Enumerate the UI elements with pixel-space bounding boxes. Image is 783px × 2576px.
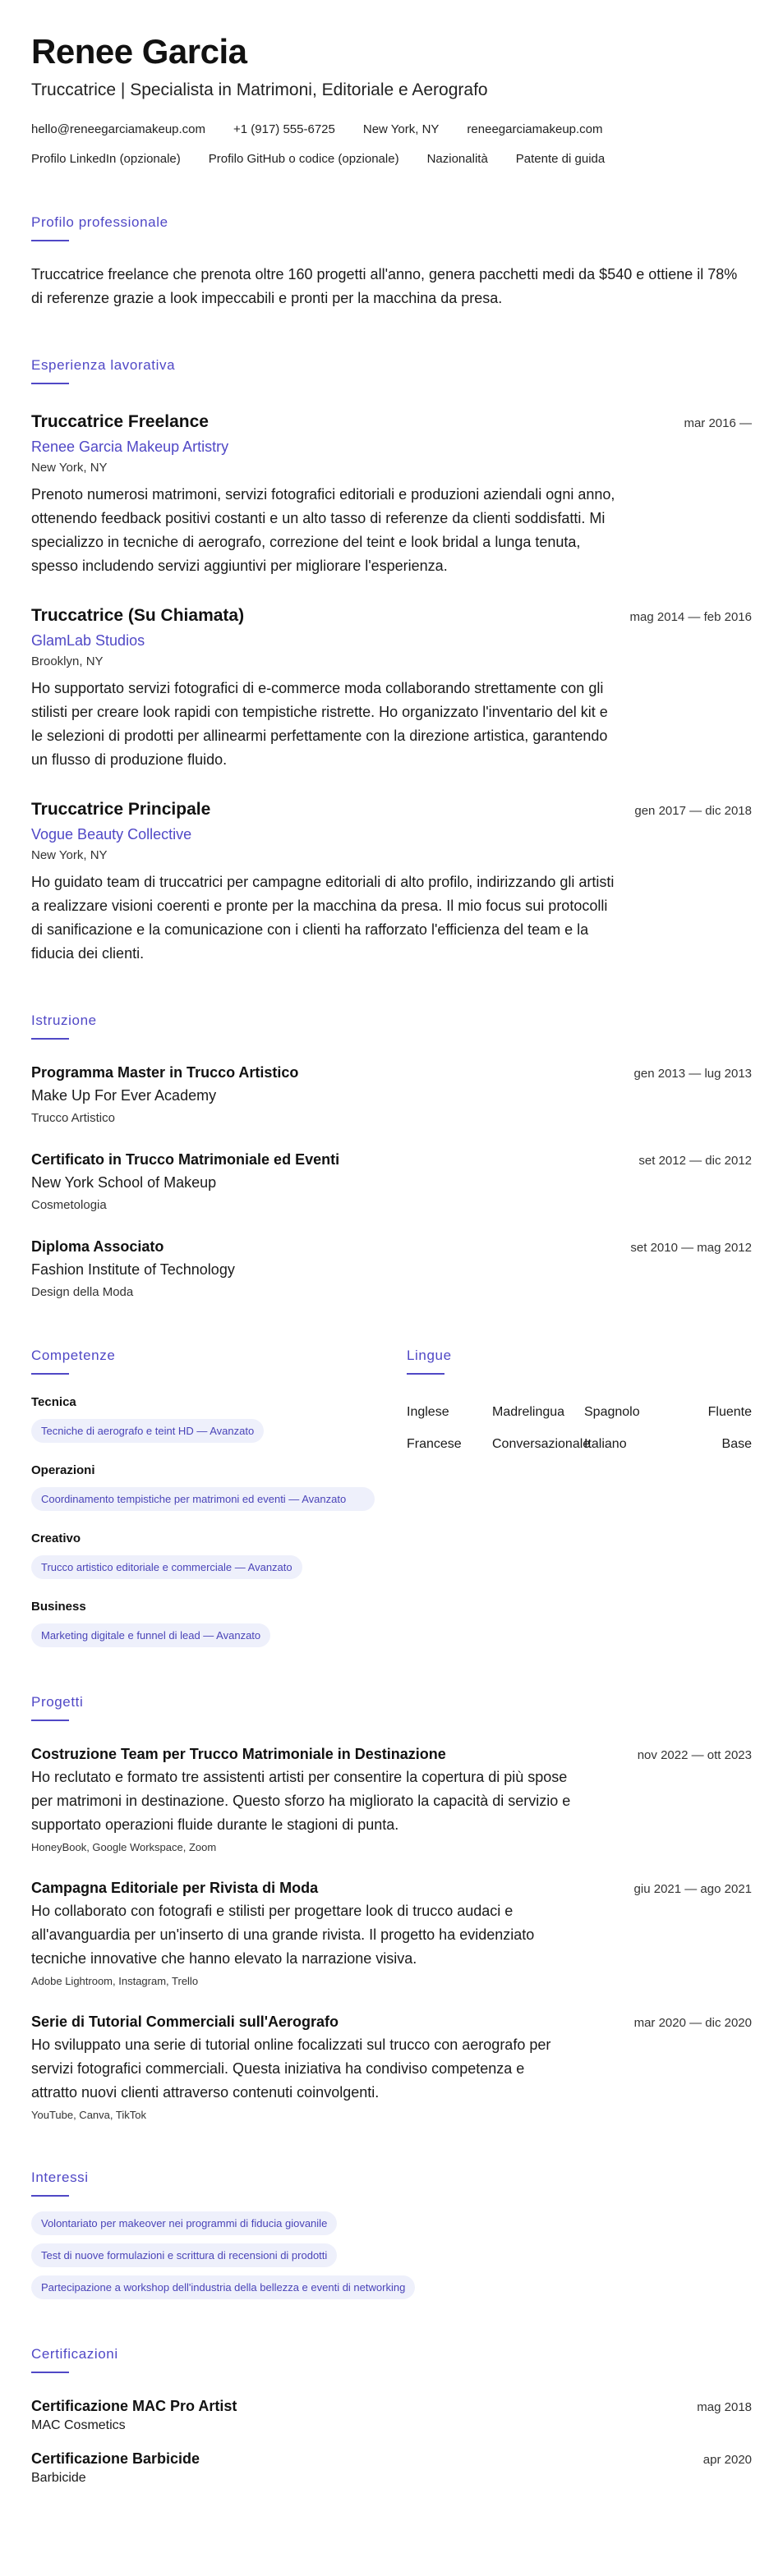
skill-chip: Coordinamento tempistiche per matrimoni ed eventi — Avanzato <box>31 1487 375 1511</box>
project-tools: Adobe Lightroom, Instagram, Trello <box>31 1975 199 1987</box>
job-location: New York, NY <box>31 461 108 475</box>
section-divider <box>31 1720 69 1721</box>
section-divider <box>31 383 69 384</box>
interest-chip: Test di nuove formulazioni e scrittura di recensioni di prodotti <box>31 2243 337 2267</box>
languages-section <box>407 1347 752 1647</box>
certification-date: mag 2018 <box>697 2400 752 2414</box>
phone-link[interactable]: +1 (917) 555-6725 <box>233 122 335 136</box>
resume-header <box>31 31 752 168</box>
certification-date: apr 2020 <box>702 2453 752 2467</box>
driving-license: Patente di guida <box>515 152 606 166</box>
education-section <box>31 1012 752 1301</box>
linkedin-link[interactable]: Profilo LinkedIn (opzionale) <box>31 152 181 166</box>
github-link[interactable]: Profilo GitHub o codice (opzionale) <box>208 152 399 166</box>
section-divider <box>31 2372 69 2373</box>
section-title: Esperienza lavorativa <box>31 357 176 373</box>
language-level: Base <box>721 1437 752 1451</box>
interests-section <box>31 2169 752 2299</box>
job-description: Ho supportato servizi fotografici di e-commerce moda collaborando strettamente con gli stilisti per creare look rapidi con tempistiche ristrette. Ho organizzato l'inventario del kit e le selezioni di prodotti per allinearmi perfettamente con la direzione artistica, garantendo un flusso di produzione fluido. <box>31 680 608 768</box>
language-name: Francese <box>407 1437 462 1451</box>
project-entry <box>31 1878 752 1989</box>
section-divider <box>31 1373 69 1375</box>
contact-row-extra <box>31 151 752 168</box>
city: New York, NY <box>362 122 440 136</box>
project-title: Costruzione Team per Trucco Matrimoniale in Destinazione <box>31 1746 446 1762</box>
section-title: Istruzione <box>31 1012 97 1028</box>
skill-category: Tecnica <box>31 1395 76 1409</box>
interests-list <box>31 2211 752 2299</box>
education-degree: Certificato in Trucco Matrimoniale ed Eventi <box>31 1151 340 1168</box>
education-date: set 2012 — dic 2012 <box>638 1154 752 1168</box>
education-field: Cosmetologia <box>31 1198 107 1212</box>
job-date: mar 2016 — <box>684 416 752 430</box>
profile-summary: Truccatrice freelance che prenota oltre 160 progetti all'anno, genera pacchetti medi da $540 e ottiene il 78% di referenze grazie a look impeccabili e pronti per la macchina da presa. <box>31 266 738 306</box>
job-entry <box>31 604 752 772</box>
job-entry <box>31 798 752 966</box>
certification-name: Certificazione MAC Pro Artist <box>31 2398 237 2414</box>
nationality: Nazionalità <box>426 152 488 166</box>
language-name: Inglese <box>407 1405 449 1419</box>
education-date: set 2010 — mag 2012 <box>630 1241 752 1255</box>
project-description: Ho collaborato con fotografi e stilisti per progettare look di trucco audaci e all'avanguardia per un'inserto di una grande rivista. Il progetto ha evidenziato tecniche innovative che hanno elevato la narrazione visiva. <box>31 1903 535 1967</box>
education-field: Trucco Artistico <box>31 1111 115 1125</box>
project-description: Ho reclutato e formato tre assistenti artisti per consentire la copertura di più spose per matrimoni in destinazione. Questo sforzo ha migliorato la capacità di servizio e supportato operazioni fluide durante le stagioni di punta. <box>31 1769 571 1833</box>
section-title: Profilo professionale <box>31 214 168 230</box>
education-date: gen 2013 — lug 2013 <box>633 1067 752 1081</box>
interest-chip: Volontariato per makeover nei programmi di fiducia giovanile <box>31 2211 337 2235</box>
education-degree: Programma Master in Trucco Artistico <box>31 1064 299 1081</box>
projects-section <box>31 1693 752 2123</box>
skill-category: Operazioni <box>31 1463 95 1477</box>
language-row <box>407 1436 752 1453</box>
section-title: Certificazioni <box>31 2346 118 2362</box>
job-date: mag 2014 — feb 2016 <box>629 610 752 624</box>
section-divider <box>31 2195 69 2197</box>
project-tools: YouTube, Canva, TikTok <box>31 2109 146 2121</box>
job-title: Truccatrice Freelance <box>31 412 209 431</box>
project-title: Serie di Tutorial Commerciali sull'Aerografo <box>31 2014 339 2030</box>
job-location: Brooklyn, NY <box>31 654 104 668</box>
section-divider <box>407 1373 444 1375</box>
education-degree: Diploma Associato <box>31 1238 164 1255</box>
certification-issuer: Barbicide <box>31 2471 86 2485</box>
skill-category: Business <box>31 1600 86 1614</box>
language-level: Madrelingua <box>492 1405 565 1419</box>
education-entry <box>31 1237 752 1301</box>
language-name: Italiano <box>584 1437 627 1451</box>
experience-section <box>31 356 752 966</box>
certification-entry <box>31 2449 752 2486</box>
section-divider <box>31 1038 69 1040</box>
project-description: Ho sviluppato una serie di tutorial online focalizzati sul trucco con aerografo per servizi fotografici commerciali. Questa iniziativa ha condiviso competenza e attratto nuovi clienti attraverso contenuti coinvolgenti. <box>31 2036 551 2101</box>
job-company: Renee Garcia Makeup Artistry <box>31 439 229 455</box>
email-link[interactable]: hello@reneegarciamakeup.com <box>31 122 206 136</box>
education-entry <box>31 1063 752 1127</box>
skill-chip: Tecniche di aerografo e teint HD — Avanzato <box>31 1419 264 1443</box>
job-description: Prenoto numerosi matrimoni, servizi fotografici editoriali e produzioni aziendali ogni anno, ottenendo feedback positivi costanti e un alto tasso di referenze da clienti soddisfatti. Mi specializzo in tecniche di aerografo, correzione del teint e look bridal a lunga tenuta, spesso includendo servizi aggiuntivi per migliorare l'esperienza. <box>31 486 615 574</box>
skill-chip: Trucco artistico editoriale e commerciale — Avanzato <box>31 1555 302 1579</box>
section-title: Competenze <box>31 1348 116 1363</box>
language-level: Conversazionale <box>492 1437 591 1451</box>
language-level: Fluente <box>707 1405 752 1419</box>
language-name: Spagnolo <box>584 1405 640 1419</box>
certification-entry <box>31 2396 752 2434</box>
interest-chip: Partecipazione a workshop dell'industria della bellezza e eventi di networking <box>31 2275 415 2299</box>
section-title: Interessi <box>31 2170 89 2185</box>
section-divider <box>31 240 69 241</box>
job-entry <box>31 411 752 578</box>
section-title: Progetti <box>31 1694 84 1710</box>
contact-row <box>31 122 752 138</box>
certification-name: Certificazione Barbicide <box>31 2450 200 2467</box>
profile-section <box>31 214 752 310</box>
project-tools: HoneyBook, Google Workspace, Zoom <box>31 1841 217 1853</box>
project-date: mar 2020 — dic 2020 <box>633 2016 752 2030</box>
website-link[interactable]: reneegarciamakeup.com <box>467 122 603 136</box>
education-field: Design della Moda <box>31 1285 134 1299</box>
job-date: gen 2017 — dic 2018 <box>634 804 752 818</box>
job-title: Truccatrice Principale <box>31 800 211 819</box>
certifications-section <box>31 2345 752 2486</box>
section-title: Lingue <box>407 1348 452 1363</box>
candidate-headline: Truccatrice | Specialista in Matrimoni, Editoriale e Aerografo <box>31 80 488 99</box>
job-location: New York, NY <box>31 848 108 862</box>
skills-section <box>31 1347 374 1647</box>
project-entry <box>31 1744 752 1855</box>
project-title: Campagna Editoriale per Rivista di Moda <box>31 1880 319 1896</box>
language-row <box>407 1404 752 1421</box>
education-school: Make Up For Ever Academy <box>31 1087 217 1104</box>
skill-category: Creativo <box>31 1531 81 1545</box>
project-date: giu 2021 — ago 2021 <box>633 1882 752 1896</box>
job-title: Truccatrice (Su Chiamata) <box>31 606 245 625</box>
skills-languages-row <box>31 1347 752 1647</box>
education-school: Fashion Institute of Technology <box>31 1261 235 1278</box>
education-school: New York School of Makeup <box>31 1174 217 1191</box>
languages-list <box>407 1404 752 1453</box>
education-entry <box>31 1150 752 1214</box>
skill-chip: Marketing digitale e funnel di lead — Avanzato <box>31 1623 270 1647</box>
certification-issuer: MAC Cosmetics <box>31 2418 126 2432</box>
job-company: GlamLab Studios <box>31 632 145 649</box>
job-company: Vogue Beauty Collective <box>31 826 192 843</box>
project-date: nov 2022 — ott 2023 <box>637 1748 752 1762</box>
project-entry <box>31 2012 752 2123</box>
job-description: Ho guidato team di truccatrici per campagne editoriali di alto profilo, indirizzando gli artisti a realizzare visioni coerenti e pronte per la macchina da presa. Il mio focus sui protocolli di sanificazione e la comunicazione con i clienti ha rafforzato l'efficienza del team e la fiducia dei clienti. <box>31 874 615 962</box>
candidate-name: Renee Garcia <box>31 32 247 71</box>
